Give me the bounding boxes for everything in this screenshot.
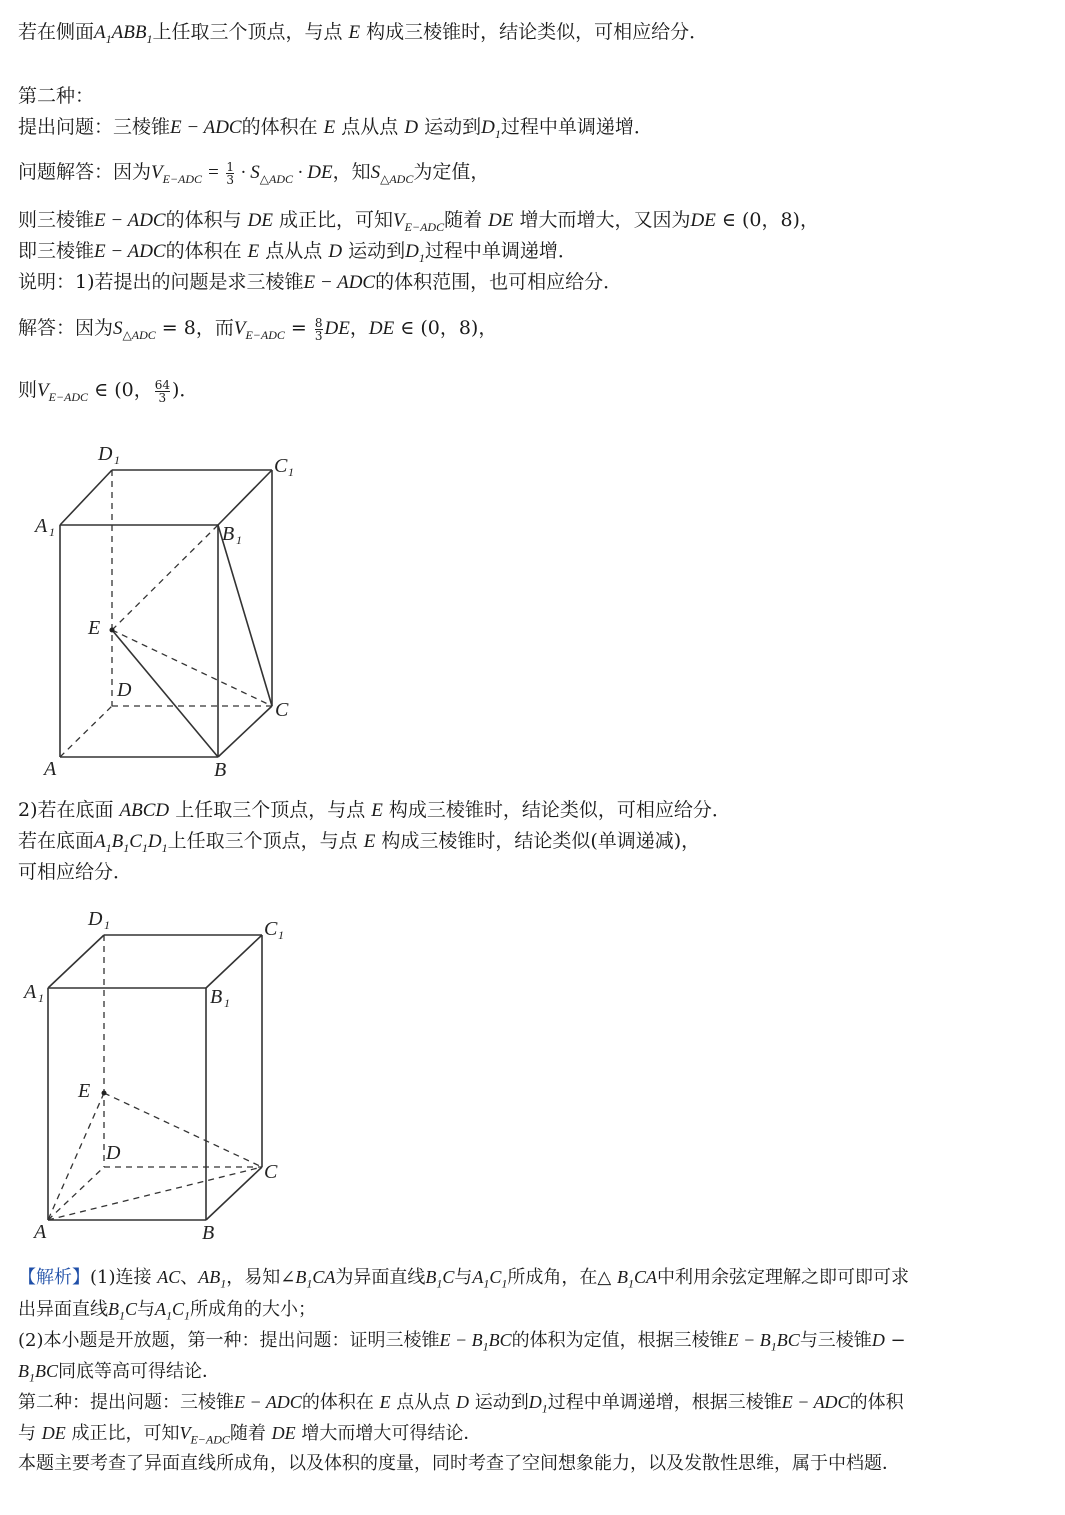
text-line-5: 即三棱锥E − ADC的体积在 E 点从点 D 运动到$D_1$过程中单调递增． [18,240,577,265]
text-seg: 2)若在底面 [18,799,120,821]
text-seg: 上任取三个顶点，与点 [167,830,364,852]
edge-bc [206,1167,262,1220]
edge-ac [48,1167,262,1220]
text-seg: 同底等高可得结论． [58,1361,221,1382]
text-seg: 的体积在 [165,240,248,262]
text-line-15: $B_1BC$同底等高可得结论． [18,1361,221,1385]
text-seg: ∈ (0，8)， [394,317,498,339]
text-line-0: 若在侧面$A_1ABB_1$上任取三个顶点，与点 E 构成三棱锥时，结论类似，可相应给分． [18,21,709,46]
text-seg: 出异面直线 [18,1299,108,1320]
text-seg: 随着 [444,209,489,231]
label-sub: 1 [38,991,44,1005]
text-seg: 运动到 [418,116,482,138]
edge-eb1 [112,525,218,630]
text-line-13: 出异面直线$B_1C$与$A_1C_1$所成角的大小； [18,1299,317,1323]
text-seg: ∈ (0，8)， [715,209,819,231]
text-seg: 的体积范围，也可相应给分． [375,271,623,293]
text-seg: 构成三棱锥时，结论类似，可相应给分． [382,799,731,821]
text-seg: 问题解答：因为 [18,161,152,183]
text-line-12: 【解析】(1)连接 AC、$AB_1$，易知$\angle B_1CA$为异面直线$B_1C$与$A_1C_1$所成角，在△ $B_1CA$中利用余弦定理解之即可即可求 [18,1267,909,1291]
text-line-4: 则三棱锥E − ADC的体积与 DE 成正比，可知$V_{E-ADC}$随着 DE 增大而增大，又因为DE ∈ (0，8)， [18,209,819,234]
label-sub: 1 [114,453,120,467]
text-seg: 增大而增大，又因为 [513,209,691,231]
text-seg: 成正比，可知 [272,209,394,231]
fraction-1-3: $\frac{1}{3}$ [226,159,235,187]
text-seg: 过程中单调递增． [500,116,653,138]
text-line-2: 提出问题：三棱锥E − ADC的体积在 E 点从点 D 运动到$D_1$过程中单调递增． [18,116,653,141]
text-seg: 则 [18,379,38,401]
text-seg: 若在侧面 [18,21,95,43]
text-seg: )． [172,379,199,401]
label-sub: 1 [236,533,242,547]
label-e: E [78,1080,91,1102]
label-b: B [214,759,227,781]
label-sub: 1 [288,465,294,479]
text-seg: 与 [137,1299,156,1320]
figure-1-cuboid [0,430,340,790]
text-seg: 与 [454,1267,473,1288]
text-seg: 成正比，可知 [65,1423,180,1444]
label-a: A [34,1221,47,1243]
text-seg: 说明：1)若提出的问题是求三棱锥 [18,271,304,293]
text-seg: 的体积为定值，根据三棱锥 [511,1330,728,1351]
text-line-6: 说明：1)若提出的问题是求三棱锥E − ADC的体积范围，也可相应给分． [18,271,623,293]
text-seg: 点从点 [259,240,329,262]
text-seg: 的体积在 [301,1392,380,1413]
label-a1: A [35,515,48,537]
text-seg: 的体积 [849,1392,904,1413]
label-sub: 1 [278,928,284,942]
label-c: C [264,1161,278,1183]
text-seg: 构成三棱锥时，结论类似，可相应给分． [360,21,709,43]
text-seg: ，易知∠ [226,1267,296,1288]
fraction-8-3: $\frac{8}{3}$ [314,315,323,343]
text-seg: 提出问题：三棱锥 [18,116,171,138]
text-seg: 若在底面 [18,830,95,852]
text-seg: ， [349,317,369,339]
text-seg: 所成角的大小； [190,1299,317,1320]
text-line-9: 2)若在底面 ABCD 上任取三个顶点，与点 E 构成三棱锥时，结论类似，可相应给分． [18,799,731,821]
text-seg: 的体积在 [241,116,324,138]
text-seg: 为定值， [413,161,490,183]
edge-b1c [218,525,272,706]
text-line-8: 则$V_{E-ADC}$ ∈ (0， $\frac{64}{3}$ )． [18,377,199,405]
text-seg: ∈ (0， [88,379,153,401]
label-sub: 1 [224,996,230,1010]
fraction-64-3: $\frac{64}{3}$ [154,377,170,405]
text-seg: (1)连接 [90,1267,158,1288]
text-line-1: 第二种： [18,85,95,107]
text-seg: 第二种：提出问题：三棱锥 [18,1392,234,1413]
label-b: B [202,1222,215,1244]
text-seg: 过程中单调递增． [424,240,577,262]
label-a1: A [24,981,37,1003]
text-seg: 为异面直线 [335,1267,426,1288]
edge-a1d1 [48,935,104,988]
edge-bc [218,706,272,757]
math-a1abb1: $A_1ABB_1$ [94,22,153,46]
label-c: C [275,699,289,721]
text-seg: 随着 [229,1423,272,1444]
figure-2-cuboid [0,895,340,1255]
text-seg: = [284,317,313,339]
text-line-11: 可相应给分． [18,861,133,883]
label-d1: D [98,443,113,465]
point-e [110,628,115,633]
label-b1: B [210,986,223,1008]
text-seg: 则三棱锥 [18,209,95,231]
text-line-17: 与 DE 成正比，可知$V_{E-ADC}$随着 DE 增大而增大可得结论． [18,1423,482,1447]
edge-ec [104,1093,262,1167]
text-seg: − [884,1330,906,1351]
label-sub: 1 [104,918,110,932]
text-seg: 点从点 [335,116,405,138]
text-seg: 的体积与 [165,209,248,231]
text-seg: 与 [18,1423,42,1444]
text-seg: = 8，而 [155,317,234,339]
text-seg: 解答：因为 [18,317,114,339]
text-line-10: 若在底面$A_1B_1C_1D_1$上任取三个顶点，与点 E 构成三棱锥时，结论类似(单调递减)， [18,830,701,855]
text-line-14: (2)本小题是开放题，第一种：提出问题：证明三棱锥$E - B_1BC$的体积为定值，根据三棱锥$E - B_1BC$与三棱锥D − [18,1330,906,1354]
text-line-18: 本题主要考查了异面直线所成角，以及体积的度量，同时考查了空间想象能力，以及发散性思维，属于中档题． [18,1453,900,1474]
edge-ad [48,1167,104,1220]
text-seg: 过程中单调递增，根据三棱锥 [547,1392,782,1413]
label-e: E [88,617,101,639]
edge-b1c1 [218,470,272,525]
text-seg: 运动到 [342,240,406,262]
text-seg: 、 [180,1267,199,1288]
text-seg: 所成角，在△ [507,1267,617,1288]
text-seg: ，知 [332,161,371,183]
text-seg: 运动到 [469,1392,529,1413]
edge-ec [112,630,272,706]
label-a: A [44,758,57,780]
text-seg: 中利用余弦定理解之即可即可求 [656,1267,909,1288]
text-line-16: 第二种：提出问题：三棱锥E − ADC的体积在 E 点从点 D 运动到$D_1$过程中单调递增，根据三棱锥E − ADC的体积 [18,1392,904,1416]
label-b1: B [222,523,235,545]
text-seg: (2)本小题是开放题，第一种：提出问题：证明三棱锥 [18,1330,440,1351]
label-sub: 1 [49,525,55,539]
text-seg: 构成三棱锥时，结论类似(单调递减)， [375,830,701,852]
text-line-7: 解答：因为$S_{\triangle ADC} = 8$，而$V_{E-ADC}$ = $\frac{8}{3}$ DE，DE ∈ (0，8)， [18,315,498,343]
point-e [102,1091,107,1096]
text-seg: 上任取三个顶点，与点 [169,799,372,821]
label-d: D [106,1142,121,1164]
edge-a1d1 [60,470,112,525]
text-seg: 点从点 [390,1392,457,1413]
edge-ad [60,706,112,757]
text-line-3: 问题解答：因为$V_{E-ADC}$ = $\frac{1}{3}$ · $S_{\triangle ADC}$ · DE，知$S_{\triangle ADC}$为定值， [18,159,490,187]
label-c1: C [274,455,288,477]
label-c1: C [264,918,278,940]
edge-b1c1 [206,935,262,988]
label-d1: D [88,908,103,930]
analysis-tag: 【解析】 [18,1267,90,1288]
label-d: D [117,679,132,701]
text-seg: 增大而增大可得结论． [295,1423,482,1444]
text-seg: 与三棱锥 [799,1330,872,1351]
edge-ea [48,1093,104,1220]
text-seg: 上任取三个顶点，与点 [152,21,349,43]
text-seg: 即三棱锥 [18,240,95,262]
